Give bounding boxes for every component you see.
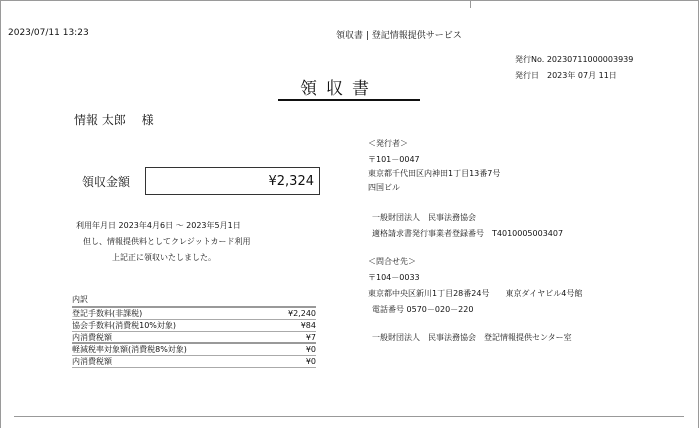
title-underline <box>278 99 420 101</box>
table-row <box>72 356 316 368</box>
table-row <box>72 344 316 356</box>
page-divider-tick <box>470 0 471 8</box>
payment-note: 但し、情報提供料としてクレジットカード利用 <box>83 237 251 246</box>
contact-address: 東京都中央区新川1丁目28番24号 東京ダイヤビル4号館 <box>368 289 583 298</box>
row-value: ¥0 <box>305 345 316 354</box>
contact-phone: 電話番号 0570－020－220 <box>372 305 474 314</box>
issuer-heading: ＜発行者＞ <box>368 139 408 148</box>
breakdown-table <box>72 294 316 368</box>
row-label: 登記手数料(非課税) <box>72 309 143 318</box>
usage-period: 利用年月日 2023年4月6日 ～ 2023年5月1日 <box>76 221 241 230</box>
row-value: ¥7 <box>305 333 316 342</box>
amount-value: ¥2,324 <box>268 174 314 189</box>
row-label: 内消費税額 <box>72 357 112 366</box>
row-value: ¥0 <box>305 357 316 366</box>
breakdown-heading-label: 内訳 <box>72 295 88 304</box>
row-value: ¥84 <box>300 321 316 330</box>
receipt-confirmation: 上記正に領収いたしました。 <box>112 253 216 262</box>
table-row <box>72 308 316 320</box>
table-row <box>72 332 316 344</box>
row-value: ¥2,240 <box>288 309 316 318</box>
issuer-registration: 適格請求書発行事業者登録番号 T4010005003407 <box>372 229 564 238</box>
issuer-address: 東京都千代田区内神田1丁目13番7号 <box>368 169 501 178</box>
contact-postal: 〒104－0033 <box>368 273 420 282</box>
issuer-building: 四国ビル <box>368 183 400 192</box>
receipt-title: 領収書 <box>300 79 378 99</box>
row-label: 内消費税額 <box>72 333 112 342</box>
amount-label: 領収金額 <box>82 175 131 189</box>
row-label: 軽減税率対象額(消費税8%対象) <box>72 345 187 354</box>
issuer-org: 一般財団法人 民事法務協会 <box>372 213 476 222</box>
breakdown-heading <box>72 294 316 308</box>
print-timestamp: 2023/07/11 13:23 <box>8 28 89 38</box>
contact-heading: ＜問合せ先＞ <box>368 257 416 266</box>
table-row <box>72 320 316 332</box>
page-bottom-divider <box>14 416 684 417</box>
amount-box <box>145 167 320 195</box>
issue-number: 発行No. 20230711000003939 <box>515 55 634 64</box>
issuer-postal: 〒101－0047 <box>368 155 420 164</box>
contact-org: 一般財団法人 民事法務協会 登記情報提供センター室 <box>372 333 572 342</box>
row-label: 協会手数料(消費税10%対象) <box>72 321 177 330</box>
recipient-name: 情報 太郎 様 <box>74 113 154 127</box>
issue-date: 発行日 2023年 07月 11日 <box>515 71 617 80</box>
page-title: 領収書 | 登記情報提供サービス <box>336 31 462 41</box>
